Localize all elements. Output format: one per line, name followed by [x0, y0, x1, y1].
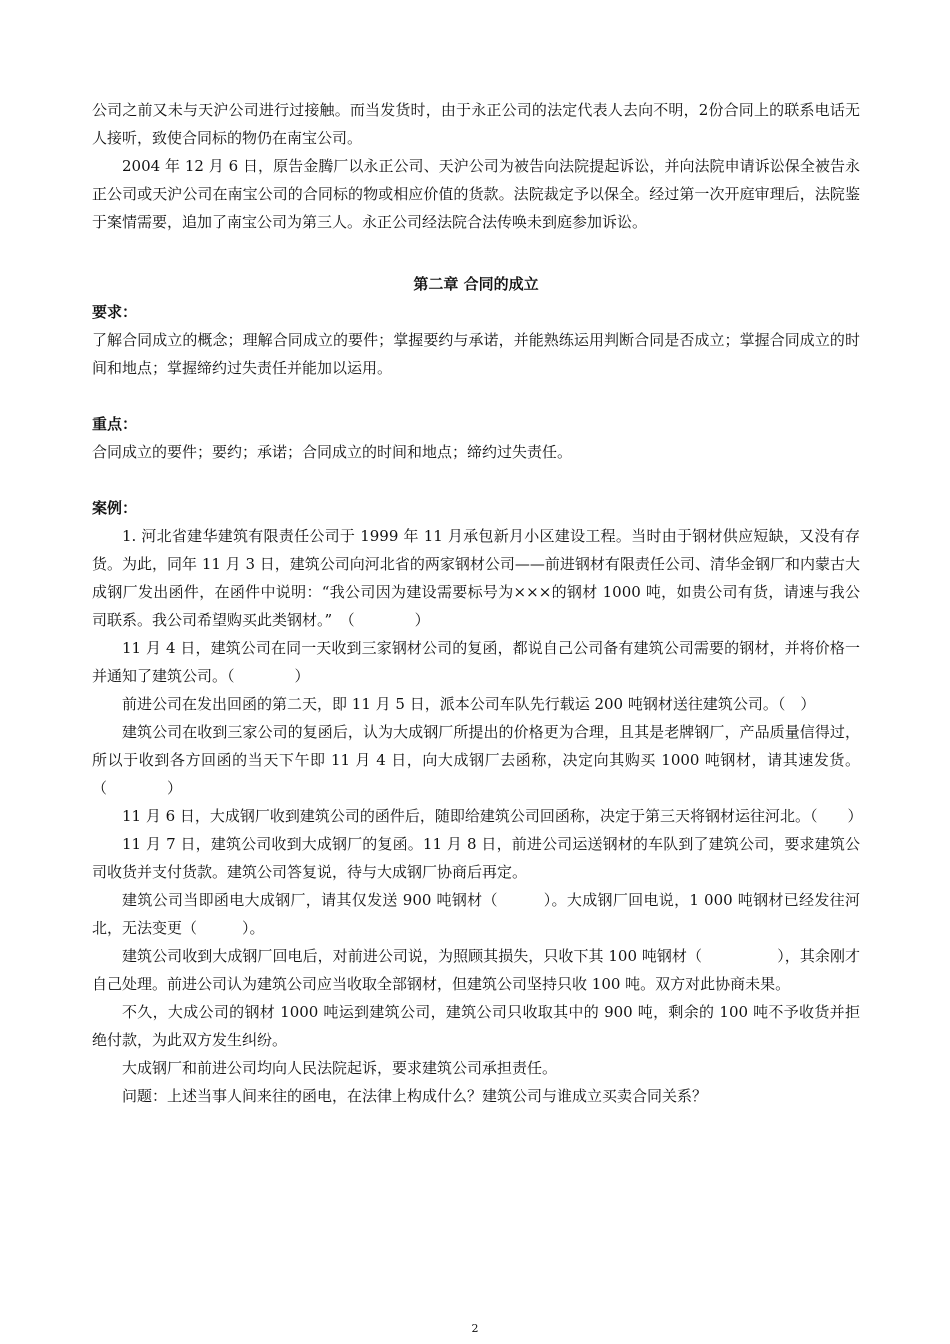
case-paragraph: 11 月 7 日，建筑公司收到大成钢厂的复函。11 月 8 日，前进公司运送钢材的车队到了建筑公司，要求建筑公司收货并支付货款。建筑公司答复说，待与大成钢厂协商后再定。 [92, 835, 860, 881]
case-paragraph: 不久，大成公司的钢材 1000 吨运到建筑公司，建筑公司只收取其中的 900 吨，剩余的 100 吨不予收货并拒绝付款，为此双方发生纠纷。 [92, 1003, 860, 1049]
spacer [92, 466, 860, 494]
case-paragraph: 前进公司在发出回函的第二天，即 11 月 5 日，派本公司车队先行载运 200 吨钢材送往建筑公司。（ ） [122, 695, 816, 713]
case-paragraph: 11 月 4 日，建筑公司在同一天收到三家钢材公司的复函，都说自己公司备有建筑公司需要的钢材，并将价格一并通知了建筑公司。（ ） [92, 639, 860, 685]
requirements-label: 要求： [92, 303, 138, 321]
intro-paragraph-1: 公司之前又未与天沪公司进行过接触。而当发货时，由于永正公司的法定代表人去向不明，2份合同上的联系电话无人接听，致使合同标的物仍在南宝公司。 [92, 101, 860, 147]
key-points-text: 合同成立的要件；要约；承诺；合同成立的时间和地点；缔约过失责任。 [92, 443, 573, 461]
spacer [92, 382, 860, 410]
case-paragraph: 建筑公司当即函电大成钢厂，请其仅发送 900 吨钢材（ ）。大成钢厂回电说，1 000 吨钢材已经发往河北，无法变更（ ）。 [92, 891, 860, 937]
chapter-title: 第二章 合同的成立 [413, 275, 539, 293]
requirements-text: 了解合同成立的概念；理解合同成立的要件；掌握要约与承诺，并能熟练运用判断合同是否成立；掌握合同成立的时间和地点；掌握缔约过失责任并能加以运用。 [92, 331, 860, 377]
case-label: 案例： [92, 499, 138, 517]
page-number: 2 [471, 1322, 479, 1335]
case-paragraph: 11 月 6 日，大成钢厂收到建筑公司的函件后，随即给建筑公司回函称，决定于第三天将钢材运往河北。（ ） [122, 807, 863, 825]
case-paragraph: 建筑公司收到大成钢厂回电后，对前进公司说，为照顾其损失，只收下其 100 吨钢材（ ），其余刚才自己处理。前进公司认为建筑公司应当收取全部钢材，但建筑公司坚持只收 100 吨。双方对此协商未果。 [92, 947, 860, 993]
case-paragraph: 1. 河北省建华建筑有限责任公司于 1999 年 11 月承包新月小区建设工程。当时由于钢材供应短缺，又没有存货。为此，同年 11 月 3 日，建筑公司向河北省的两家钢材公司——前进钢材有限责任公司、清华金钢厂和内蒙古大成钢厂发出函件，在函件中说明：“我公司因为建设需要标号为×××的钢材 1000 吨，如贵公司有货，请速与我公司联系。我公司希望购买此类钢材。” （ ） [92, 527, 860, 629]
intro-paragraph-2: 2004 年 12 月 6 日，原告金腾厂以永正公司、天沪公司为被告向法院提起诉讼，并向法院申请诉讼保全被告永正公司或天沪公司在南宝公司的合同标的物或相应价值的货款。法院裁定予以保全。经过第一次开庭审理后，法院鉴于案情需要，追加了南宝公司为第三人。永正公司经法院合法传唤未到庭参加诉讼。 [92, 157, 860, 231]
document-page [92, 96, 863, 1110]
case-paragraph: 建筑公司在收到三家公司的复函后，认为大成钢厂所提出的价格更为合理，且其是老牌钢厂，产品质量信得过，所以于收到各方回函的当天下午即 11 月 4 日，向大成钢厂去函称，决定向其购买 1000 吨钢材，请其速发货。（ ） [92, 723, 860, 797]
key-points-label: 重点： [92, 415, 138, 433]
case-question: 问题：上述当事人间来往的函电，在法律上构成什么？建筑公司与谁成立买卖合同关系？ [122, 1087, 708, 1105]
case-paragraph: 大成钢厂和前进公司均向人民法院起诉，要求建筑公司承担责任。 [122, 1059, 558, 1077]
